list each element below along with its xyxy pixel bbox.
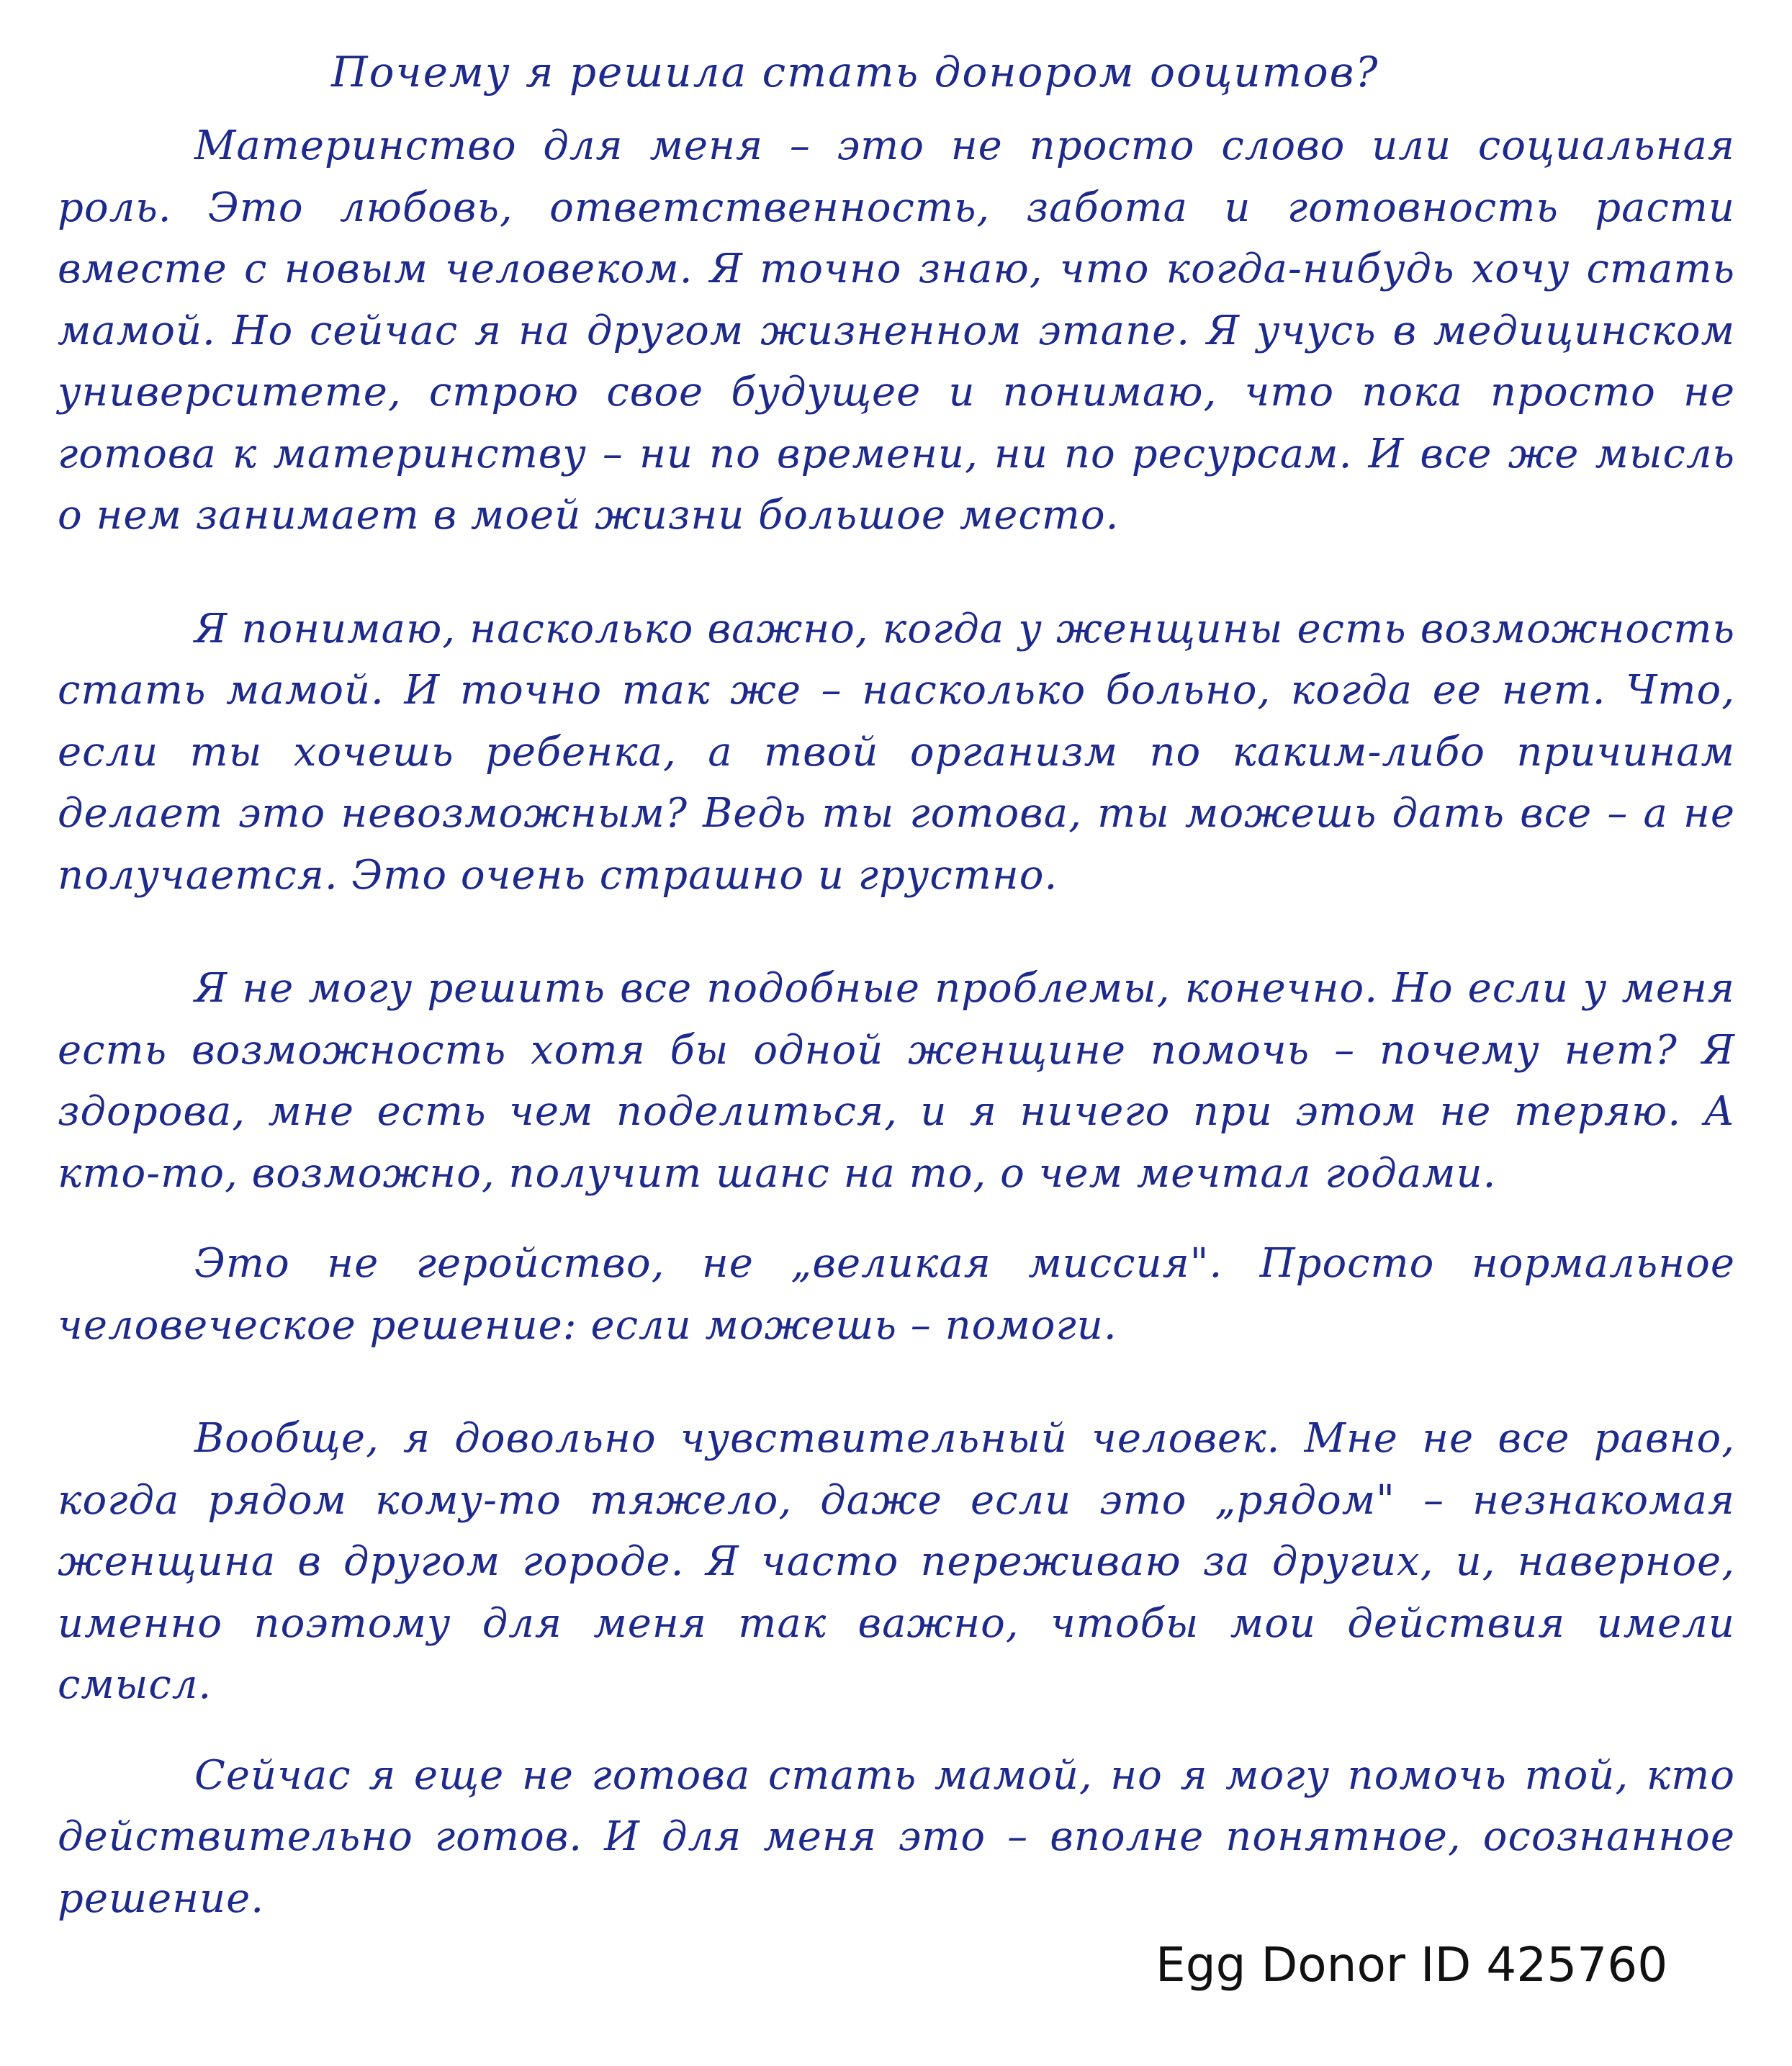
- letter-paragraph-2: Я понимаю, насколько важно, когда у женщины есть возможность стать мамой. И точно так же – насколько больно, когда ее нет. Что, если ты хочешь ребенка, а твой организм по каким-либо причинам делает это невозможным? Ведь ты готова, ты можешь дать все – а не получается. Это очень страшно и грустно.: [58, 605, 1735, 899]
- letter-paragraph-5: Вообще, я довольно чувствительный человек. Мне не все равно, когда рядом кому-то тяжело, даже если это „рядом" – незнакомая женщина в другом городе. Я часто переживаю за других, и, наверное, именно поэтому для меня так важно, чтобы мои действия имели смысл.: [58, 1415, 1735, 1708]
- donor-id-label: Egg Donor ID 425760: [1156, 1937, 1668, 1993]
- letter-paragraph-6: Сейчас я еще не готова стать мамой, но я могу помочь той, кто действительно готов. И для меня это – вполне понятное, осознанное решение.: [58, 1751, 1735, 1922]
- handwritten-letter: [58, 29, 1735, 1929]
- letter-paragraph-1: Материнство для меня – это не просто слово или социальная роль. Это любовь, ответственность, забота и готовность расти вместе с новым человеком. Я точно знаю, что когда-нибудь хочу стать мамой. Но сейчас я на другом жизненном этапе. Я учусь в медицинском университете, строю свое будущее и понимаю, что пока просто не готова к материнству – ни по времени, ни по ресурсам. И все же мысль о нем занимает в моей жизни большое место.: [58, 122, 1735, 539]
- letter-paragraph-3: Я не могу решить все подобные проблемы, конечно. Но если у меня есть возможность хотя бы одной женщине помочь – почему нет? Я здорова, мне есть чем поделиться, и я ничего при этом не теряю. А кто-то, возможно, получит шанс на то, о чем мечтал годами.: [58, 965, 1735, 1197]
- letter-title: Почему я решила стать донором ооцитов?: [331, 48, 1379, 96]
- letter-paragraph-4: Это не геройство, не „великая миссия". Просто нормальное человеческое решение: если можешь – помоги.: [58, 1240, 1735, 1349]
